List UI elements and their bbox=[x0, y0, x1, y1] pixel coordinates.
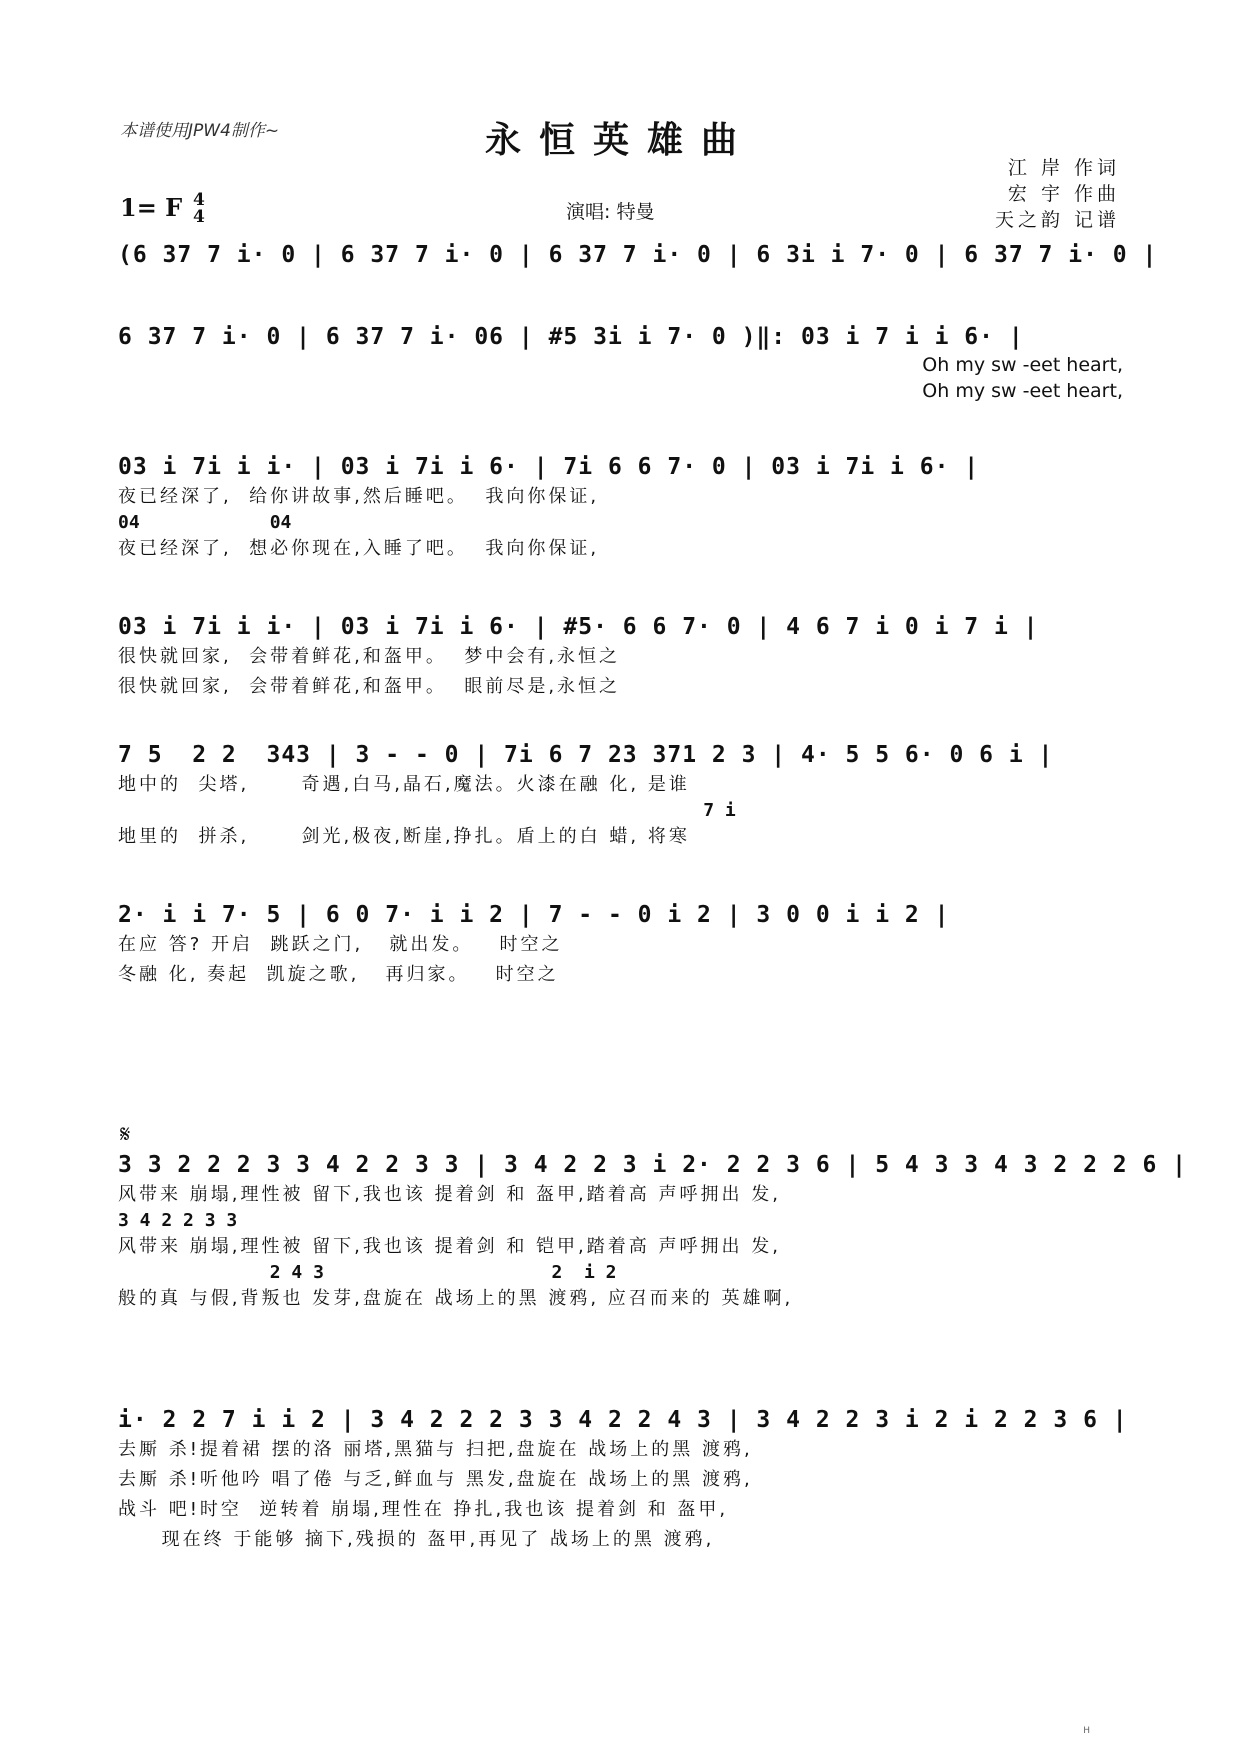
notation-line: 03 i 7i i i· | 03 i 7i i 6· | 7i 6 6 7· 0 | 03 i 7i i 6· | bbox=[118, 454, 980, 480]
lyric-line-3: 战斗 吧!时空 逆转着 崩塌,理性在 挣扎,我也该 提着剑 和 盔甲, bbox=[118, 1499, 729, 1520]
software-note: 本谱使用JPW4制作~ bbox=[120, 121, 280, 141]
system-4 bbox=[118, 612, 1123, 702]
notation-line: 2· i i 7· 5 | 6 0 7· i i 2 | 7 - - 0 i 2 | 3 0 0 i i 2 | bbox=[118, 902, 950, 928]
lyric-line-en-1: Oh my sw -eet heart, bbox=[922, 354, 1123, 376]
variant-notes: 3 4 2 2 3 3 bbox=[118, 1210, 238, 1231]
composer: 宏 宇 作曲 bbox=[1007, 183, 1120, 205]
key-signature: 1= F bbox=[120, 193, 183, 222]
lyric-line-1: 夜已经深了, 给你讲故事,然后睡吧。 我向你保证, bbox=[118, 486, 600, 507]
lyric-line-2: 夜已经深了, 想必你现在,入睡了吧。 我向你保证, bbox=[118, 538, 600, 559]
credits bbox=[995, 155, 1120, 233]
segno-sign: 𝄋 bbox=[120, 1120, 131, 1148]
lyric-line-1: 地中的 尖塔, 奇遇,白马,晶石,魔法。火漆在融 化, 是谁 bbox=[118, 774, 690, 795]
lyric-line-1: 去厮 杀!提着裙 摆的洛 丽塔,黑猫与 扫把,盘旋在 战场上的黑 渡鸦, bbox=[118, 1439, 753, 1460]
system-8 bbox=[118, 1405, 1128, 1555]
time-bottom: 4 bbox=[193, 207, 205, 227]
system-1 bbox=[118, 240, 1158, 270]
lyric-line-en-2: Oh my sw -eet heart, bbox=[922, 380, 1123, 402]
lyric-line-2: 风带来 崩塌,理性被 留下,我也该 提着剑 和 铠甲,踏着高 声呼拥出 发, bbox=[118, 1236, 781, 1257]
system-6 bbox=[118, 900, 1123, 990]
lyric-line-1: 在应 答? 开启 跳跃之门, 就出发。 时空之 bbox=[118, 934, 563, 955]
system-7 bbox=[118, 1150, 1187, 1314]
lyric-line-2: 去厮 杀!听他吟 唱了倦 与乏,鲜血与 黑发,盘旋在 战场上的黑 渡鸦, bbox=[118, 1469, 753, 1490]
variant-notes: 04 04 bbox=[118, 512, 292, 533]
system-2 bbox=[118, 322, 1123, 404]
lyric-line-4: 现在终 于能够 摘下,残损的 盔甲,再见了 战场上的黑 渡鸦, bbox=[118, 1529, 715, 1550]
lyric-line-1: 很快就回家, 会带着鲜花,和盔甲。 梦中会有,永恒之 bbox=[118, 646, 621, 667]
time-top: 4 bbox=[193, 190, 205, 210]
lyric-line-2: 冬融 化, 奏起 凯旋之歌, 再归家。 时空之 bbox=[118, 964, 559, 985]
lyric-line-2: 很快就回家, 会带着鲜花,和盔甲。 眼前尽是,永恒之 bbox=[118, 676, 621, 697]
corner-mark: H bbox=[1083, 1726, 1090, 1736]
notation-line: 6 37 7 i· 0 | 6 37 7 i· 06 | #5 3i i 7· 0 )‖: 03 i 7 i i 6· | bbox=[118, 324, 1024, 350]
lyricist: 江 岸 作词 bbox=[1007, 157, 1120, 179]
variant-notes-2: 2 4 3 2 i 2 bbox=[118, 1262, 617, 1283]
lyric-line-1: 风带来 崩塌,理性被 留下,我也该 提着剑 和 盔甲,踏着高 声呼拥出 发, bbox=[118, 1184, 781, 1205]
time-signature bbox=[193, 192, 205, 226]
lyric-line-3: 般的真 与假,背叛也 发芽,盘旋在 战场上的黑 渡鸦, 应召而来的 英雄啊, bbox=[118, 1288, 794, 1309]
transcriber: 天之韵 记谱 bbox=[994, 209, 1120, 231]
lyric-line-2: 地里的 拼杀, 剑光,极夜,断崖,挣扎。盾上的白 蜡, 将寒 bbox=[118, 826, 690, 847]
variant-notes: 7 i bbox=[118, 800, 736, 821]
system-5 bbox=[118, 740, 1123, 852]
singer: 演唱: 特曼 bbox=[566, 201, 655, 223]
notation-line: (6 37 7 i· 0 | 6 37 7 i· 0 | 6 37 7 i· 0 | 6 3i i 7· 0 | 6 37 7 i· 0 | bbox=[118, 242, 1158, 268]
system-3 bbox=[118, 452, 1123, 564]
notation-line: i· 2 2 7 i i 2 | 3 4 2 2 2 3 3 4 2 2 4 3 | 3 4 2 2 3 i 2 i 2 2 3 6 | bbox=[118, 1407, 1128, 1433]
song-title: 永恒英雄曲 bbox=[484, 119, 755, 161]
notation-line: 7 5 2 2 343 | 3 - - 0 | 7i 6 7 23 371 2 3 | 4· 5 5 6· 0 6 i | bbox=[118, 742, 1054, 768]
notation-line: 3 3 2 2 2 3 3 4 2 2 3 3 | 3 4 2 2 3 i 2· 2 2 3 6 | 5 4 3 3 4 3 2 2 2 6 | bbox=[118, 1152, 1187, 1178]
notation-line: 03 i 7i i i· | 03 i 7i i 6· | #5· 6 6 7· 0 | 4 6 7 i 0 i 7 i | bbox=[118, 614, 1039, 640]
